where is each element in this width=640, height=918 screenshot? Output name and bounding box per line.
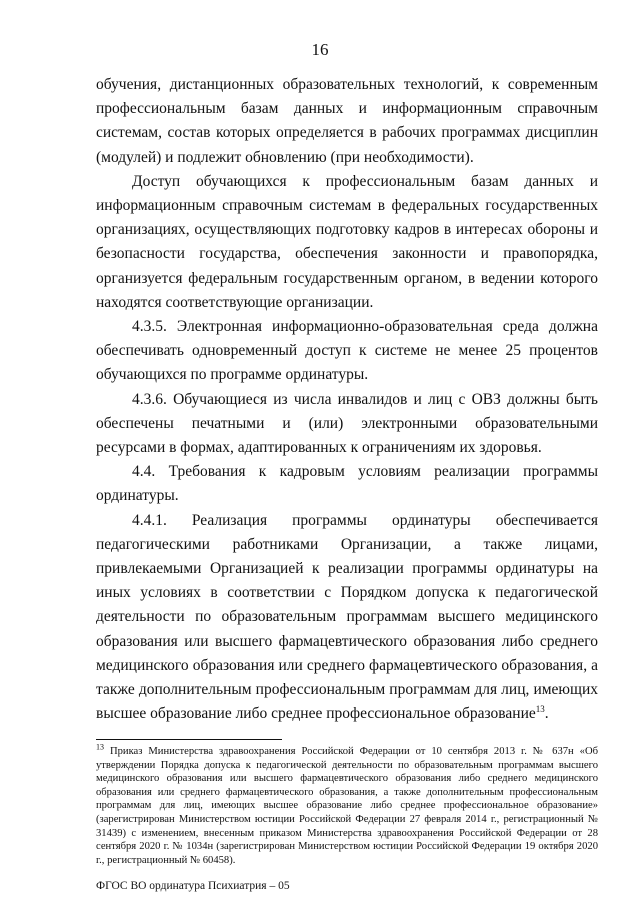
body-text [96,73,598,726]
paragraph-2: Доступ обучающихся к профессиональным базам данных и информационным справочным системам в федеральных государственных организациях, осуществляющих подготовку кадров в интересах обороны и безопасности государства, обеспечения законности и правопорядка, организуется федеральным государственным органом, в ведении которого находятся соответствующие организации. [96,172,598,311]
paragraph-1: обучения, дистанционных образовательных технологий, к современным профессиональным базам данных и информационным справочным системам, состав которых определяется в рабочих программах дисциплин (модулей) и подлежит обновлению (при необходимости). [96,76,598,166]
footnote-marker: 13 [96,742,104,752]
footnote-reference: 13 [535,704,545,715]
page-number: 16 [311,40,329,59]
paragraph-4: 4.3.6. Обучающиеся из числа инвалидов и лиц с ОВЗ должны быть обеспечены печатными и (или) электронными образовательными ресурсами в формах, адаптированных к ограничениям их здоровья. [96,390,598,457]
footnote-text: Приказ Министерства здравоохранения Российской Федерации от 10 сентября 2013 г. № 637н «Об утверждении Порядка допуска к педагогической деятельности по образовательным программам высшего медицинского образования или высшего фармацевтического образования либо среднего медицинского образования или среднего фармацевтического образования, а также дополнительным профессиональным программам для лиц, имеющих высшее образование либо среднее профессиональное образование» (зарегистрирован Министерством юстиции Российской Федерации 27 февраля 2014 г., регистрационный № 31439) с изменением, внесенным приказом Министерства здравоохранения Российской Федерации от 28 сентября 2020 г. № 1034н (зарегистрирован Министерством юстиции Российской Федерации 19 октября 2020 г., регистрационный № 60458). [96,746,598,866]
paragraph-5: 4.4. Требования к кадровым условиям реализации программы ординатуры. [96,463,598,505]
page-footer: ФГОС ВО ординатура Психиатрия – 05 [96,880,290,892]
paragraph-6: 4.4.1. Реализация программы ординатуры обеспечивается педагогическими работниками Организации, а также лицами, привлекаемыми Организацией к реализации программы ординатуры на иных условиях в соответствии с Порядком допуска к педагогической деятельности по образовательным программам высшего медицинского образования или высшего фармацевтического образования либо среднего медицинского образования или среднего фармацевтического образования, а также дополнительным профессиональным программам для лиц, имеющих высшее образование либо среднее профессиональное образование$^{13}$. [96,511,598,723]
paragraph-3: 4.3.5. Электронная информационно-образовательная среда должна обеспечивать одновременный доступ к системе не менее 25 процентов обучающихся по программе ординатуры. [96,318,598,384]
footnote [96,742,598,867]
footnote-divider [96,739,282,740]
paragraph-6-text: 4.4.1. Реализация программы ординатуры обеспечивается педагогическими работниками Организации, а также лицами, привлекаемыми Организацией к реализации программы ординатуры на иных условиях в соответствии с Порядком допуска к педагогической деятельности по образовательным программам высшего медицинского образования или высшего фармацевтического образования либо среднего медицинского образования или среднего фармацевтического образования, а также дополнительным профессиональным программам для лиц, имеющих высшее образование либо среднее профессиональное образование [96,511,598,723]
